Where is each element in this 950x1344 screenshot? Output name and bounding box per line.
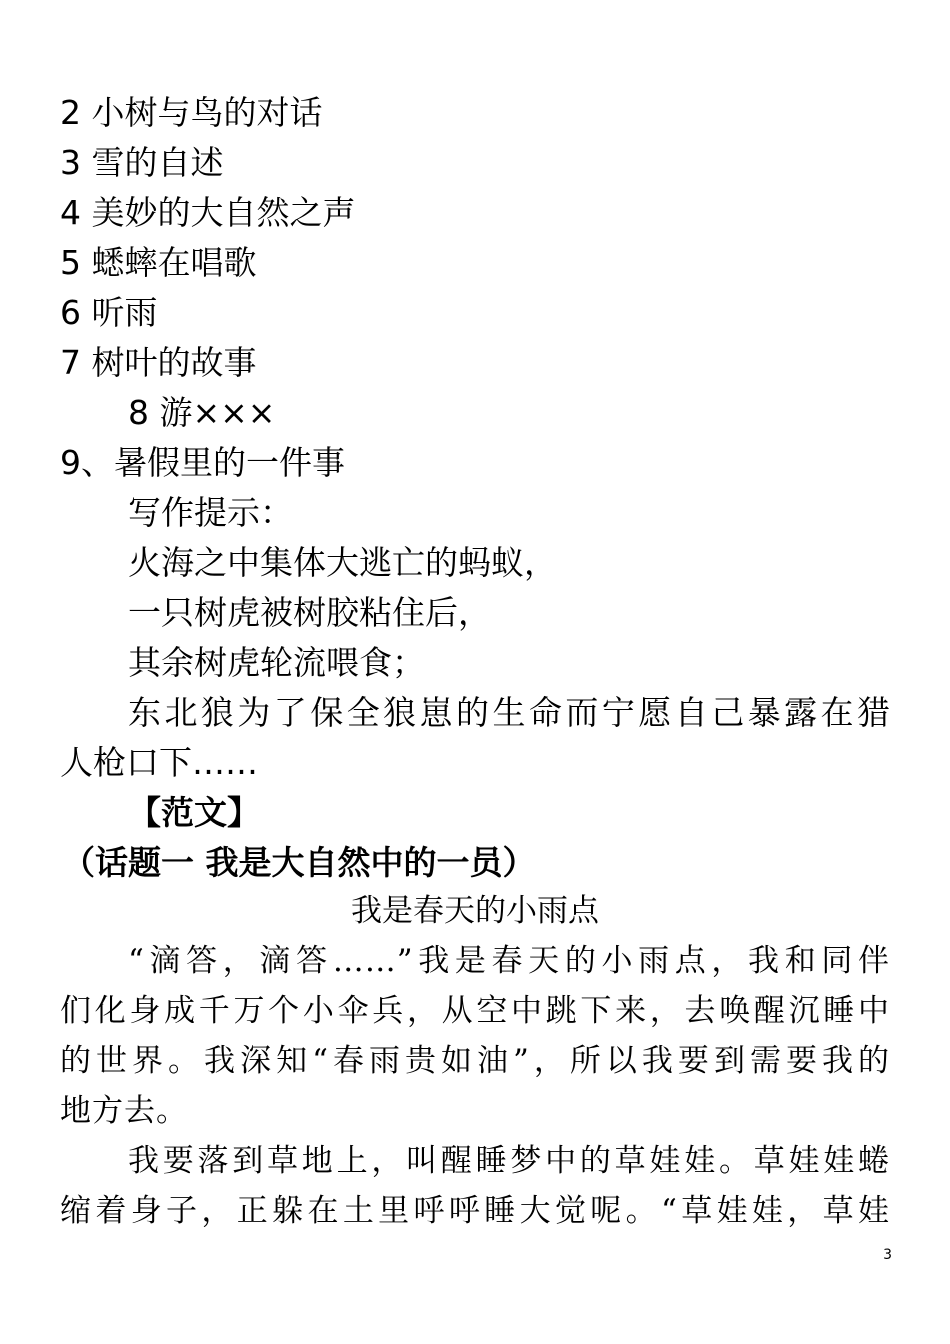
list-item-2: 2 小树与鸟的对话 xyxy=(60,93,323,132)
paragraph-1-line-1: “滴答，滴答……”我是春天的小雨点，我和同伴 xyxy=(128,943,890,979)
hint-line-4: 东北狼为了保全狼崽的生命而宁愿自己暴露在猎 xyxy=(128,693,890,732)
hint-line-2: 一只树虎被树胶粘住后， xyxy=(128,593,491,632)
hint-line-3: 其余树虎轮流喂食； xyxy=(128,643,425,682)
list-item-7: 7 树叶的故事 xyxy=(60,343,257,382)
paragraph-1-line-4: 地方去。 xyxy=(60,1093,188,1129)
hint-title: 写作提示： xyxy=(128,493,293,532)
list-item-3: 3 雪的自述 xyxy=(60,143,224,182)
paragraph-2-line-1: 我要落到草地上，叫醒睡梦中的草娃娃。草娃娃蜷 xyxy=(128,1143,890,1179)
hint-line-1: 火海之中集体大逃亡的蚂蚁， xyxy=(128,543,557,582)
paragraph-1-line-2: 们化身成千万个小伞兵，从空中跳下来，去唤醒沉睡中 xyxy=(60,993,890,1029)
list-item-6: 6 听雨 xyxy=(60,293,158,332)
paragraph-2-line-2: 缩着身子，正躲在土里呼呼睡大觉呢。“草娃娃，草娃 xyxy=(60,1193,890,1229)
essay-title: 我是春天的小雨点 xyxy=(351,893,599,929)
list-item-9: 9、暑假里的一件事 xyxy=(60,443,345,482)
topic-heading: （话题一 我是大自然中的一员） xyxy=(62,843,536,882)
list-item-8: 8 游××× xyxy=(128,393,276,432)
fanwen-heading: 【范文】 xyxy=(128,793,260,832)
page-number: 3 xyxy=(883,1247,892,1263)
paragraph-1-line-3: 的世界。我深知“春雨贵如油”，所以我要到需要我的 xyxy=(60,1043,890,1079)
hint-line-5: 人枪口下…… xyxy=(60,743,258,782)
list-item-4: 4 美妙的大自然之声 xyxy=(60,193,356,232)
list-item-5: 5 蟋蟀在唱歌 xyxy=(60,243,257,282)
